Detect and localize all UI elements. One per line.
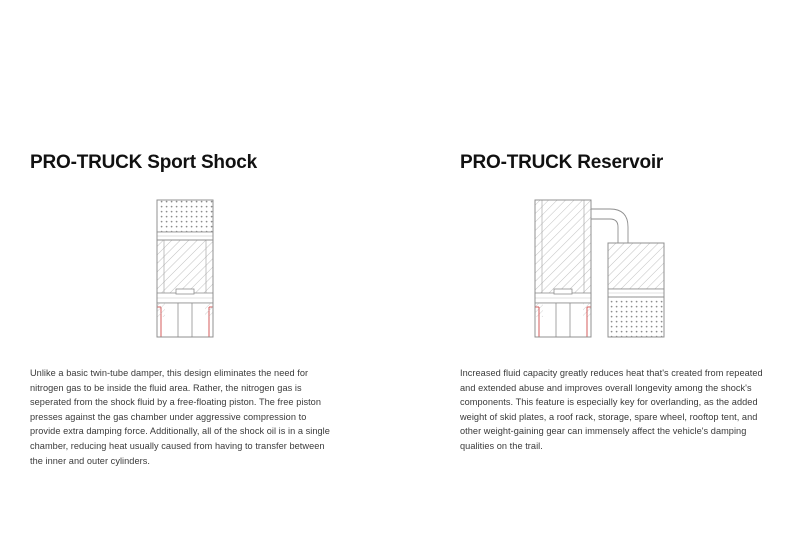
page-title-reservoir: PRO-TRUCK Reservoir [460, 152, 664, 173]
description-sport-shock: Unlike a basic twin-tube damper, this design eliminates the need for nitrogen gas to be inside the fluid area. Rather, the nitrogen gas is seperated from the shock fluid by a free-floating piston. The free piston presses against the gas chamber under aggressive compression to provide extra damping force. Additionally, all of the shock oil is in a single chamber, reducing heat usually caused from having to transfer between the inner and outer cylinders. [30, 368, 330, 466]
column-reservoir [460, 0, 770, 534]
page-title-sport-shock: PRO-TRUCK Sport Shock [30, 152, 257, 173]
column-sport-shock [30, 0, 340, 534]
description-reservoir: Increased fluid capacity greatly reduces heat that's created from repeated and extended abuse and improves overall longevity among the shock's components. This feature is especially key for overlanding, as the added weight of skid plates, a roof rack, storage, spare wheel, rooftop tent, and other weight-gaining gear can immensely affect the vehicle's damping qualities on the trail. [460, 368, 763, 451]
reservoir-shock-cutaway-diagram [460, 195, 770, 345]
shock-absorber-cutaway-diagram [30, 195, 340, 345]
